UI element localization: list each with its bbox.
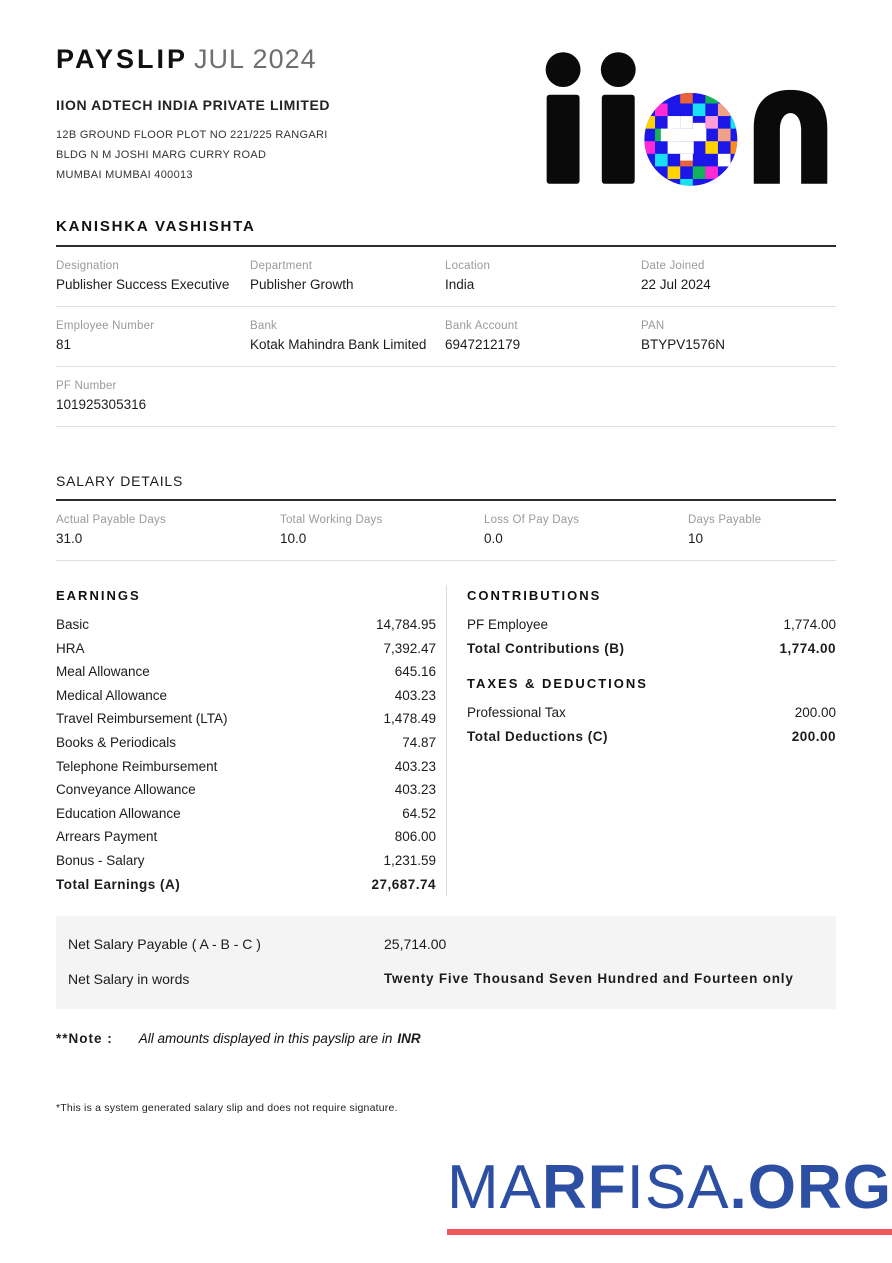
field-value: Publisher Success Executive — [56, 277, 230, 292]
row-amount: 7,392.47 — [383, 640, 436, 656]
payslip-period: JUL 2024 — [194, 44, 317, 74]
row-label: Conveyance Allowance — [56, 782, 196, 798]
deductions-column — [447, 585, 836, 896]
net-salary-box — [56, 916, 836, 1009]
row-label: Arrears Payment — [56, 829, 158, 845]
row-amount: 200.00 — [794, 705, 836, 721]
field-value: Publisher Growth — [250, 277, 354, 292]
row-amount: 74.87 — [402, 734, 436, 750]
earnings-heading: EARNINGS — [56, 588, 141, 603]
field-pan — [641, 320, 836, 352]
field-value: 31.0 — [56, 531, 83, 546]
field-label: Actual Payable Days — [56, 514, 166, 526]
earnings-row — [56, 778, 436, 802]
payslip-title: PAYSLIP — [56, 44, 189, 74]
marfisa-logo-text — [446, 1153, 892, 1222]
contributions-heading: CONTRIBUTIONS — [467, 588, 602, 603]
salary-details-section — [56, 473, 836, 561]
row-label: Basic — [56, 617, 90, 632]
field-label: Designation — [56, 260, 119, 272]
field-pf-number — [56, 380, 250, 412]
row-label: Medical Allowance — [56, 687, 168, 703]
row-label: Total Deductions (C) — [467, 728, 608, 744]
net-salary-words-value: Twenty Five Thousand Seven Hundred and Fourteen only — [384, 971, 794, 987]
taxes-deductions-heading: TAXES & DEDUCTIONS — [467, 676, 648, 692]
field-bank-account — [445, 320, 641, 352]
row-amount: 403.23 — [394, 782, 436, 798]
row-label: Travel Reimbursement (LTA) — [56, 711, 228, 727]
field-value: 101925305316 — [56, 397, 147, 412]
field-label: PF Number — [56, 380, 117, 392]
field-value: BTYPV1576N — [641, 337, 726, 352]
row-amount: 806.00 — [394, 829, 436, 845]
earnings-row — [56, 802, 436, 826]
field-designation — [56, 260, 250, 292]
earnings-row — [56, 731, 436, 755]
note-text: All amounts displayed in this payslip are in — [138, 1031, 393, 1047]
disclaimer-text: *This is a system generated salary slip and does not require signature. — [56, 1102, 398, 1115]
earnings-column — [56, 585, 447, 896]
earnings-row — [56, 613, 436, 637]
row-label: PF Employee — [467, 617, 549, 632]
salary-details-row — [56, 501, 836, 561]
watermark-segment: ISA — [626, 1153, 730, 1222]
field-department — [250, 260, 445, 292]
address-line-1: 12B GROUND FLOOR PLOT NO 221/225 RANGARI — [56, 129, 328, 141]
field-label: Bank — [250, 320, 278, 332]
field-label: Location — [445, 260, 491, 272]
field-label: PAN — [641, 320, 665, 332]
deductions-row — [467, 701, 836, 725]
employee-name: KANISHKA VASHISHTA — [56, 218, 836, 247]
field-label: Total Working Days — [280, 514, 383, 526]
net-salary-payable-label: Net Salary Payable ( A - B - C ) — [68, 936, 261, 953]
row-label: Professional Tax — [467, 705, 566, 721]
header-left — [56, 44, 330, 185]
row-label: Total Contributions (B) — [467, 640, 625, 656]
field-label: Employee Number — [56, 320, 155, 332]
earnings-row — [56, 755, 436, 779]
company-address — [56, 125, 330, 185]
earnings-row — [56, 825, 436, 849]
address-line-2: BLDG N M JOSHI MARG CURRY ROAD — [56, 149, 267, 161]
net-salary-payable-value: 25,714.00 — [384, 936, 447, 953]
row-label: Meal Allowance — [56, 664, 150, 680]
row-label: Bonus - Salary — [56, 852, 145, 868]
row-label: Education Allowance — [56, 805, 181, 821]
row-amount: 645.16 — [394, 664, 436, 680]
salary-details-heading: SALARY DETAILS — [56, 473, 836, 501]
net-salary-words-row — [68, 971, 824, 987]
row-label: Total Earnings (A) — [56, 876, 181, 892]
row-label: HRA — [56, 640, 85, 656]
field-bank — [250, 320, 445, 352]
employee-info-row-1 — [56, 247, 836, 307]
earnings-row — [56, 684, 436, 708]
earnings-row — [56, 637, 436, 661]
row-amount: 403.23 — [394, 687, 436, 703]
row-amount: 64.52 — [402, 805, 436, 821]
row-amount: 27,687.74 — [371, 876, 436, 892]
page-title — [56, 44, 330, 75]
field-location — [445, 260, 641, 292]
field-employee-number — [56, 320, 250, 352]
watermark-segment: .ORG — [729, 1153, 892, 1222]
field-value: Kotak Mahindra Bank Limited — [250, 337, 427, 352]
field-days-payable — [688, 514, 836, 546]
field-label: Days Payable — [688, 514, 762, 526]
field-total-working-days — [280, 514, 484, 546]
total-earnings-row — [56, 873, 436, 897]
field-value: 6947212179 — [445, 337, 521, 352]
field-actual-payable-days — [56, 514, 280, 546]
employee-info-row-3 — [56, 367, 836, 427]
field-value: 81 — [56, 337, 72, 352]
field-label: Date Joined — [641, 260, 705, 272]
field-label: Department — [250, 260, 313, 272]
employee-section — [56, 218, 836, 427]
field-value: 10.0 — [280, 531, 307, 546]
note-prefix: **Note : — [56, 1031, 113, 1047]
field-value: 10 — [688, 531, 704, 546]
row-amount: 14,784.95 — [375, 617, 436, 632]
field-label: Loss Of Pay Days — [484, 514, 580, 526]
field-date-joined — [641, 260, 836, 292]
earnings-row — [56, 707, 436, 731]
row-amount: 200.00 — [791, 728, 836, 744]
address-line-3: MUMBAI MUMBAI 400013 — [56, 169, 193, 181]
header — [56, 0, 836, 186]
watermark-segment: MA — [446, 1153, 542, 1222]
watermark-segment: RF — [541, 1153, 627, 1222]
earnings-row — [56, 849, 436, 873]
row-amount: 1,231.59 — [383, 852, 436, 868]
field-label: Bank Account — [445, 320, 518, 332]
watermark-underline — [447, 1229, 892, 1235]
row-amount: 1,478.49 — [383, 711, 436, 727]
total-contributions-row — [467, 637, 836, 661]
iion-logo-icon — [536, 50, 836, 186]
marfisa-watermark — [446, 1153, 892, 1235]
net-salary-payable-row — [68, 936, 824, 952]
row-amount: 403.23 — [394, 758, 436, 774]
row-amount: 1,774.00 — [783, 617, 836, 632]
contributions-block — [467, 585, 836, 660]
field-value: 22 Jul 2024 — [641, 277, 711, 292]
employee-info-row-2 — [56, 307, 836, 367]
amounts-columns — [56, 585, 836, 896]
field-loss-of-pay-days — [484, 514, 688, 546]
contributions-row — [467, 613, 836, 637]
net-salary-words-label: Net Salary in words — [68, 971, 190, 988]
company-name: IION ADTECH INDIA PRIVATE LIMITED — [56, 97, 331, 113]
row-label: Books & Periodicals — [56, 734, 177, 750]
total-deductions-row — [467, 725, 836, 749]
taxes-deductions-block — [467, 673, 836, 748]
row-amount: 1,774.00 — [779, 640, 836, 656]
note-line — [56, 1031, 836, 1046]
note-currency: INR — [397, 1031, 421, 1047]
field-value: 0.0 — [484, 531, 503, 546]
earnings-row — [56, 660, 436, 684]
field-value: India — [445, 277, 475, 292]
row-label: Telephone Reimbursement — [56, 758, 218, 774]
